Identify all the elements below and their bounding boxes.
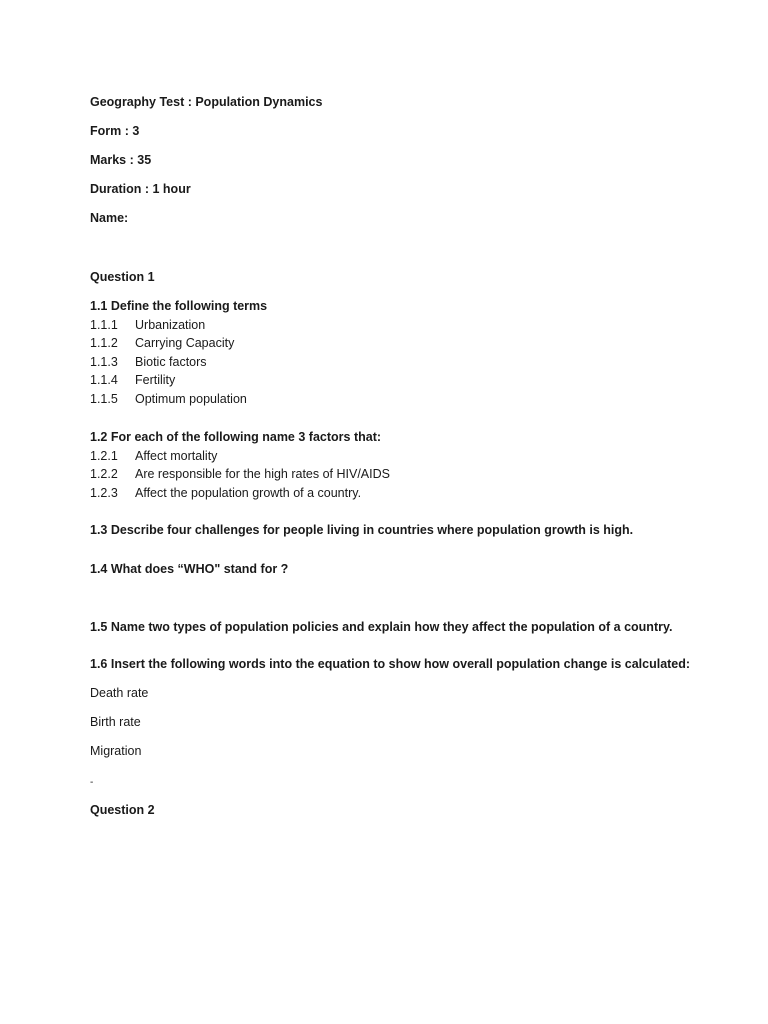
marks-label: Marks : 35 [90, 153, 152, 167]
list-item [90, 485, 361, 501]
item-number: 1.2.2 [90, 467, 118, 481]
dash-mark: - [90, 777, 94, 788]
form-label: Form : 3 [90, 124, 140, 138]
item-text: Optimum population [135, 392, 247, 406]
list-item [90, 466, 390, 482]
question-1-6: 1.6 Insert the following words into the equation to show how overall population change is calculated: [90, 657, 691, 671]
item-number: 1.1.3 [90, 355, 118, 369]
item-number: 1.1.4 [90, 373, 118, 387]
item-number: 1.1.5 [90, 392, 118, 406]
item-text: Biotic factors [135, 355, 207, 369]
name-label: Name: [90, 211, 129, 225]
word-death-rate: Death rate [90, 686, 149, 700]
list-item [90, 354, 207, 370]
item-number: 1.1.2 [90, 336, 118, 350]
question-1-heading: Question 1 [90, 270, 155, 284]
item-text: Affect mortality [135, 449, 218, 463]
list-item [90, 372, 175, 388]
list-item [90, 317, 205, 333]
question-1-4: 1.4 What does “WHO" stand for ? [90, 562, 289, 576]
word-migration: Migration [90, 744, 142, 758]
question-1-3: 1.3 Describe four challenges for people living in countries where population growth is high. [90, 523, 634, 537]
test-title: Geography Test : Population Dynamics [90, 95, 323, 109]
item-text: Urbanization [135, 318, 206, 332]
question-1-5: 1.5 Name two types of population policies and explain how they affect the population of a country. [90, 620, 673, 634]
item-text: Fertility [135, 373, 176, 387]
word-birth-rate: Birth rate [90, 715, 141, 729]
duration-label: Duration : 1 hour [90, 182, 191, 196]
question-1-2-title: 1.2 For each of the following name 3 factors that: [90, 430, 382, 444]
item-number: 1.2.1 [90, 449, 118, 463]
list-item [90, 448, 217, 464]
list-item [90, 335, 234, 351]
item-text: Affect the population growth of a country. [135, 486, 362, 500]
item-text: Carrying Capacity [135, 336, 235, 350]
question-2-heading: Question 2 [90, 803, 155, 817]
item-text: Are responsible for the high rates of HIV/AIDS [135, 467, 390, 481]
item-number: 1.1.1 [90, 318, 118, 332]
list-item [90, 391, 247, 407]
question-1-1-title: 1.1 Define the following terms [90, 299, 268, 313]
item-number: 1.2.3 [90, 486, 118, 500]
